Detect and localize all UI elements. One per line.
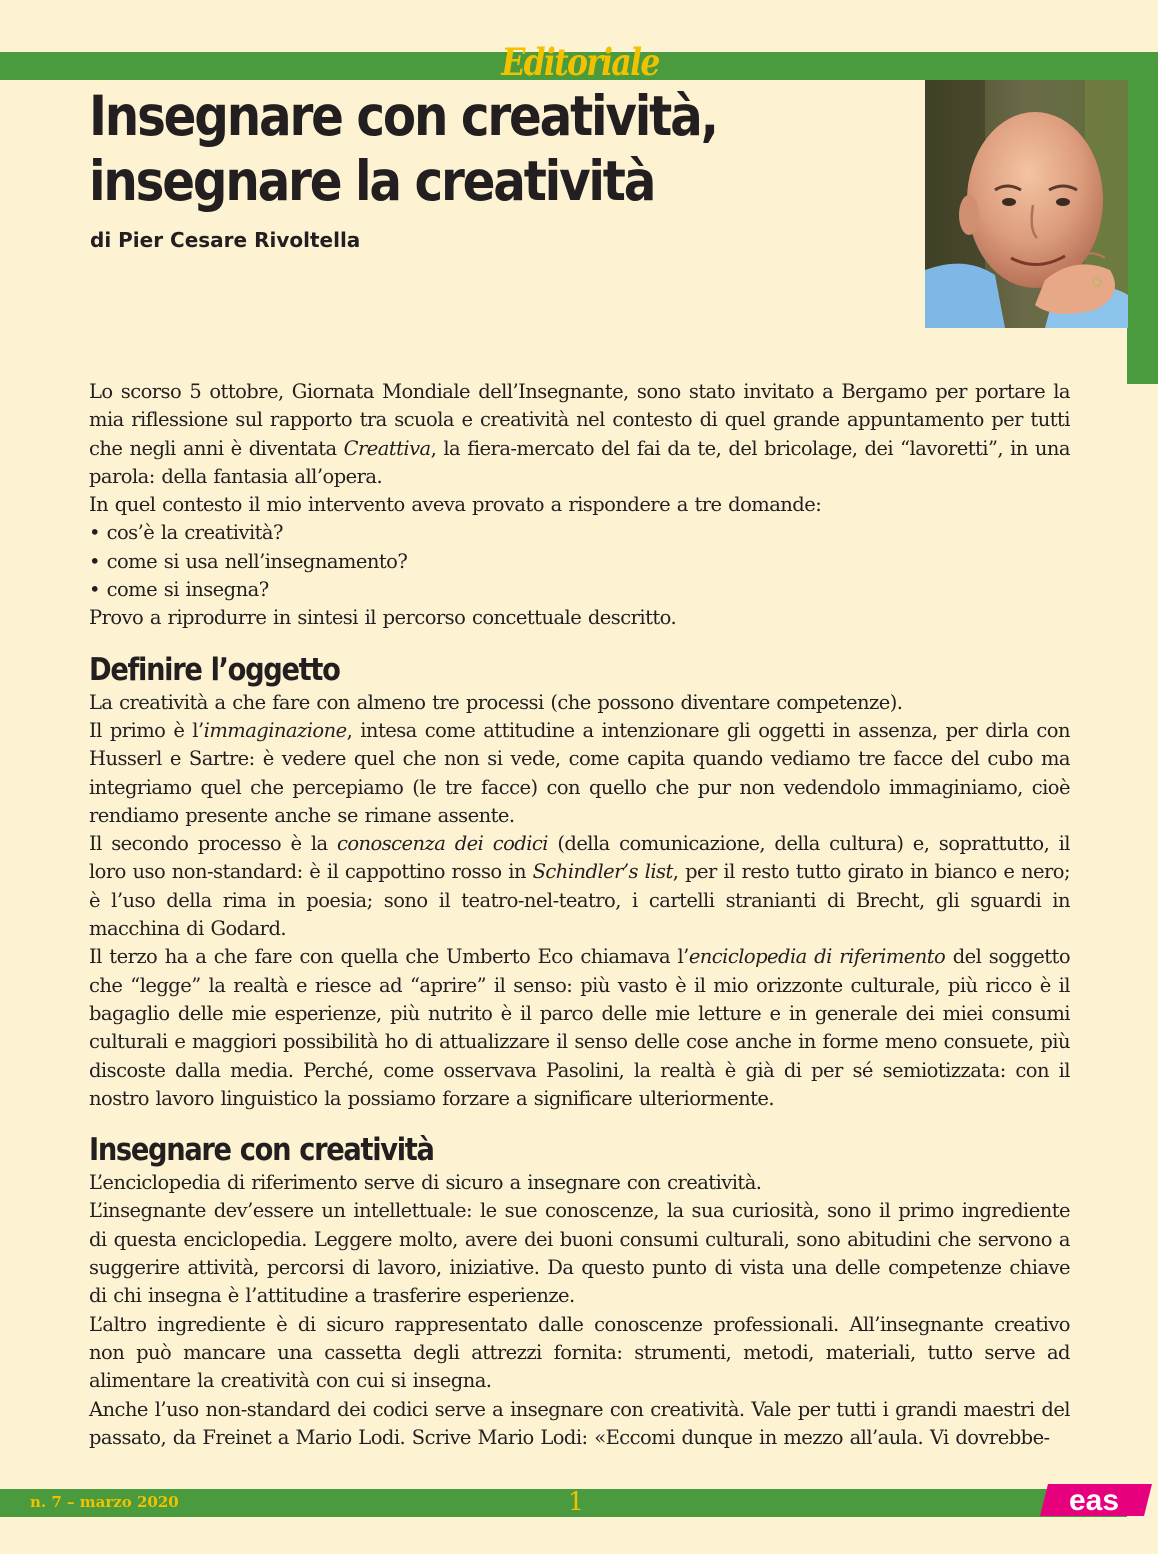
logo-text: eas [1068,1484,1120,1517]
title-line-1: Insegnare con creatività, [89,84,717,148]
paragraph: L’enciclopedia di riferimento serve di sicuro a insegnare con creatività. [89,1171,762,1195]
paragraph: L’insegnante dev’essere un intellettuale: le sue conoscenze, la sua curiosità, sono il primo ingrediente di questa enciclopedia. Leggere molto, avere dei buoni consumi culturali, sono abitudini che servono a suggerire attività, percorsi di lavoro, iniziative. Da questo punto di vista una delle competenze chiave di chi insegna è l’attitudine a trasferire esperienze. [89,1199,1070,1308]
article-title [89,84,717,214]
section-heading-2: Insegnare con creatività [89,1132,434,1169]
side-bar [1127,52,1158,384]
paragraph: Il primo è l’immaginazione, intesa come attitudine a intenzionare gli oggetti in assenza, per dirla con Husserl e Sartre: è vedere quel che non si vede, come capita quando vediamo tre facce del cubo ma integriamo quel che percepiamo (le tre facce) con quello che pur non vedendolo immaginiamo, cioè rendiamo presente anche se rimane assente. [89,718,1070,827]
section-heading-1: Definire l’oggetto [89,651,340,688]
paragraph: L’altro ingrediente è di sicuro rappresentato dalle conoscenze professionali. All’insegnante creativo non può mancare una cassetta degli attrezzi fornita: strumenti, metodi, materiali, tutto serve ad alimentare la creatività con cui si insegna. [89,1312,1070,1393]
paragraph: Lo scorso 5 ottobre, Giornata Mondiale dell’Insegnante, sono stato invitato a Bergamo per portare la mia riflessione sul rapporto tra scuola e creatività nel contesto di quel grande appuntamento per tutti che negli anni è diventata Creattiva, la fiera-mercato del fai da te, del bricolage, dei “lavoretti”, in una parola: della fantasia all’opera. [89,380,1070,488]
paragraph: Anche l’uso non-standard dei codici serve a insegnare con creatività. Vale per tutti i grandi maestri del passato, da Freinet a Mario Lodi. Scrive Mario Lodi: «Eccomi dunque in mezzo all’aula. Vi dovrebbe- [89,1397,1070,1449]
paragraph: Il secondo processo è la conoscenza dei codici (della comunicazione, della cultura) e, soprattutto, il loro uso non-standard: è il cappottino rosso in Schindler’s list, per il resto tutto girato in bianco e nero; è l’uso della rima in poesia; sono il teatro-nel-teatro, i cartelli stranianti di Brecht, gli sguardi in macchina di Godard. [89,832,1071,941]
paragraph: In quel contesto il mio intervento aveva provato a rispondere a tre domande: [89,493,822,517]
author-photo [925,80,1128,328]
paragraph: La creatività a che fare con almeno tre processi (che possono diventare competenze). [89,690,903,714]
list-item: • come si usa nell’insegnamento? [89,549,408,573]
section-label: Editoriale [501,40,659,84]
list-item: • cos’è la creatività? [89,521,283,545]
article-body [89,378,1070,1452]
paragraph: Provo a riprodurre in sintesi il percorso concettuale descritto. [89,606,677,630]
title-line-2: insegnare la creatività [89,149,655,213]
issue-label: n. 7 – marzo 2020 [30,1493,179,1511]
eas-logo [1040,1478,1155,1522]
page-number: 1 [568,1487,584,1516]
list-item: • come si insegna? [89,578,269,602]
paragraph: Il terzo ha a che fare con quella che Umberto Eco chiamava l’enciclopedia di riferimento del soggetto che “legge” la realtà e riesce ad “aprire” il senso: più vasto è il mio orizzonte culturale, più ricco è il bagaglio delle mie esperienze, più nutrito è il parco delle mie letture e in generale dei miei consumi culturali e maggiori possibilità ho di attualizzare il senso delle cose anche in forme meno consuete, più discoste dalla media. Perché, come osservava Pasolini, la realtà è già di per sé semiotizzata: con il nostro lavoro linguistico la possiamo forzare a significare ulteriormente. [89,945,1071,1110]
byline: di Pier Cesare Rivoltella [90,228,361,252]
